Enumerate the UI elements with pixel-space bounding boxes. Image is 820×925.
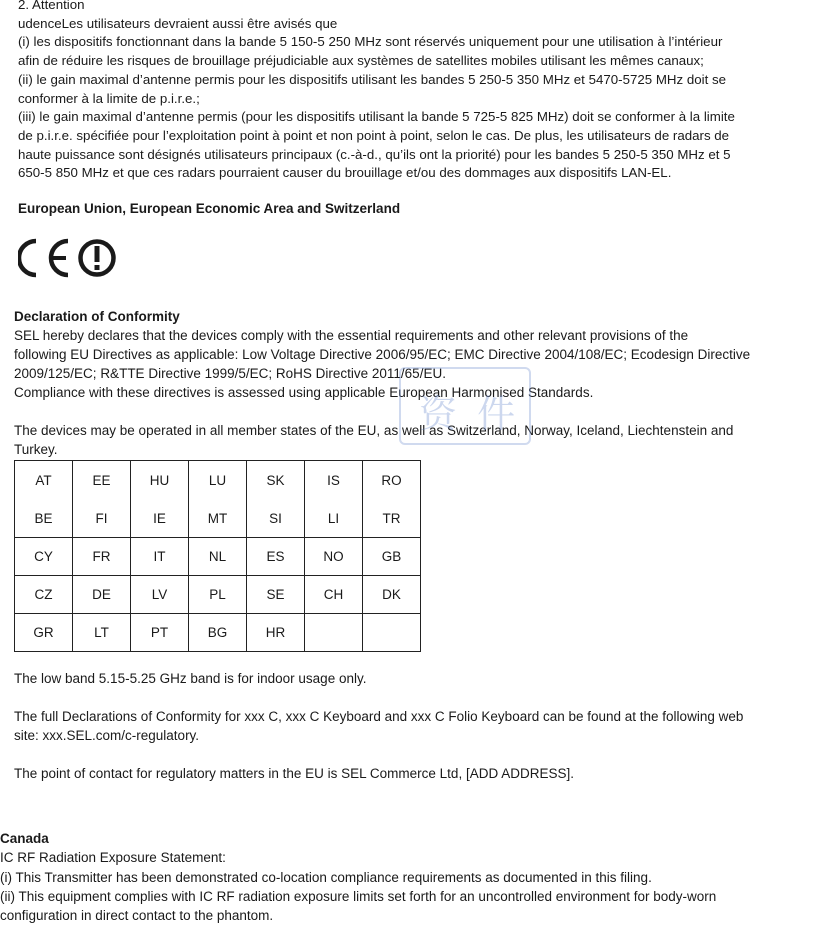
country-cell: HU bbox=[131, 461, 189, 500]
low-band-note: The low band 5.15-5.25 GHz band is for indoor usage only. bbox=[14, 671, 367, 686]
canada-line: IC RF Radiation Exposure Statement: bbox=[0, 850, 226, 865]
country-cell: NO bbox=[305, 538, 363, 576]
country-cell: RO bbox=[363, 461, 421, 500]
country-cell: MT bbox=[189, 499, 247, 538]
country-cell bbox=[305, 614, 363, 652]
country-cell: LT bbox=[73, 614, 131, 652]
canada-line: (i) This Transmitter has been demonstrated co-location compliance requirements as documented in this filing. bbox=[0, 870, 652, 885]
country-cell: IS bbox=[305, 461, 363, 500]
country-cell: BG bbox=[189, 614, 247, 652]
attention-section bbox=[18, 0, 735, 183]
attention-line: haute puissance sont désignés utilisateurs principaux (c.-à-d., qu’ils ont la priorité) pour les bandes 5 250-5 350 MHz et 5 bbox=[18, 146, 731, 162]
attention-line: afin de réduire les risques de brouillage préjudiciable aux systèmes de satellites mobiles utilisant les mêmes canaux; bbox=[18, 53, 704, 69]
country-row bbox=[15, 461, 421, 500]
country-cell: GR bbox=[15, 614, 73, 652]
country-cell: LI bbox=[305, 499, 363, 538]
country-cell: SI bbox=[247, 499, 305, 538]
contact-note: The point of contact for regulatory matters in the EU is SEL Commerce Ltd, [ADD ADDRESS]. bbox=[14, 766, 574, 781]
country-cell: DE bbox=[73, 576, 131, 614]
attention-line: (i) les dispositifs fonctionnant dans la bande 5 150-5 250 MHz sont réservés uniquement pour une utilisation à l’intérieur bbox=[18, 34, 723, 50]
country-cell: FI bbox=[73, 499, 131, 538]
country-cell: ES bbox=[247, 538, 305, 576]
country-table bbox=[14, 460, 421, 652]
doc-line: SEL hereby declares that the devices comply with the essential requirements and other relevant provisions of the bbox=[14, 328, 689, 343]
watermark-text: 资 件 bbox=[419, 392, 520, 436]
doc-line: Compliance with these directives is assessed using applicable European Harmonised Standards. bbox=[14, 385, 594, 400]
canada-heading: Canada bbox=[0, 831, 49, 846]
country-cell: GB bbox=[363, 538, 421, 576]
country-cell: SE bbox=[247, 576, 305, 614]
eu-heading: European Union, European Economic Area and Switzerland bbox=[18, 201, 401, 216]
country-cell: IE bbox=[131, 499, 189, 538]
country-cell: TR bbox=[363, 499, 421, 538]
member-states-line: Turkey. bbox=[14, 442, 58, 457]
country-row bbox=[15, 576, 421, 614]
watermark-stamp bbox=[399, 367, 531, 445]
country-cell: PT bbox=[131, 614, 189, 652]
attention-line: conformer à la limite de p.i.r.e.; bbox=[18, 90, 200, 106]
country-cell: NL bbox=[189, 538, 247, 576]
ce-alert-mark-icon bbox=[18, 237, 118, 279]
country-cell: IT bbox=[131, 538, 189, 576]
attention-line: de p.i.r.e. spécifiée pour l’exploitation point à point et non point à point, selon le cas. De plus, les utilisateurs de radars de bbox=[18, 127, 730, 143]
country-cell: CH bbox=[305, 576, 363, 614]
country-cell: FR bbox=[73, 538, 131, 576]
country-cell: AT bbox=[15, 461, 73, 500]
country-cell: BE bbox=[15, 499, 73, 538]
country-cell: HR bbox=[247, 614, 305, 652]
full-doc-line: The full Declarations of Conformity for xxx C, xxx C Keyboard and xxx C Folio Keyboard can be found at the following web bbox=[14, 709, 744, 724]
country-cell: CZ bbox=[15, 576, 73, 614]
attention-line: (ii) le gain maximal d’antenne permis pour les dispositifs utilisant les bandes 5 250-5 350 MHz et 5470-5725 MHz doit se bbox=[18, 71, 727, 87]
country-row bbox=[15, 538, 421, 576]
member-states-line: The devices may be operated in all member states of the EU, as well as Switzerland, Norway, Iceland, Liechtenstein and bbox=[14, 423, 734, 438]
doc-heading: Declaration of Conformity bbox=[14, 309, 180, 324]
doc-line: following EU Directives as applicable: Low Voltage Directive 2006/95/EC; EMC Directive 2004/108/EC; Ecodesign Directive bbox=[14, 347, 751, 362]
attention-line: udenceLes utilisateurs devraient aussi être avisés que bbox=[18, 15, 338, 31]
country-cell bbox=[363, 614, 421, 652]
attention-line: 650-5 850 MHz et que ces radars pourraient causer du brouillage et/ou des dommages aux dispositifs LAN-EL. bbox=[18, 165, 672, 181]
country-cell: CY bbox=[15, 538, 73, 576]
country-cell: LU bbox=[189, 461, 247, 500]
canada-line: configuration in direct contact to the phantom. bbox=[0, 908, 274, 923]
doc-line: 2009/125/EC; R&TTE Directive 1999/5/EC; RoHS Directive 2011/65/EU. bbox=[14, 366, 446, 381]
country-row bbox=[15, 499, 421, 538]
country-cell: EE bbox=[73, 461, 131, 500]
full-doc-line: site: xxx.SEL.com/c-regulatory. bbox=[14, 728, 200, 743]
country-cell: DK bbox=[363, 576, 421, 614]
country-row bbox=[15, 614, 421, 652]
canada-line: (ii) This equipment complies with IC RF radiation exposure limits set forth for an uncontrolled environment for body-worn bbox=[0, 889, 717, 904]
attention-line: 2. Attention bbox=[18, 0, 85, 12]
attention-line: (iii) le gain maximal d’antenne permis (pour les dispositifs utilisant la bande 5 725-5 825 MHz) doit se conformer à la limite bbox=[18, 109, 735, 125]
country-cell: SK bbox=[247, 461, 305, 500]
country-cell: LV bbox=[131, 576, 189, 614]
country-cell: PL bbox=[189, 576, 247, 614]
